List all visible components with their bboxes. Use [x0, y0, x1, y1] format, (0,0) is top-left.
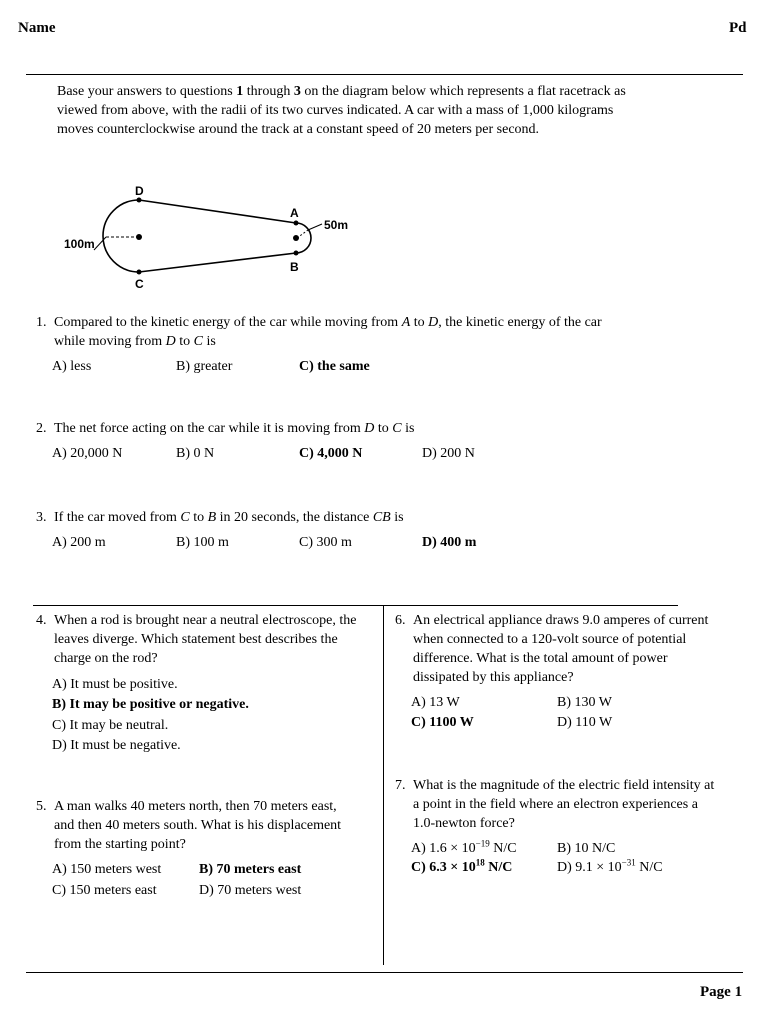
q7-prompt: What is the magnitude of the electric field intensity at a point in the field where an electron experiences a 1.0-newton force?: [413, 778, 715, 831]
question-7: [395, 776, 740, 881]
q2-number: 2.: [36, 421, 47, 436]
q4-option-d[interactable]: D) It must be negative.: [52, 738, 181, 753]
q7-option-a[interactable]: A) $1.6 \times 10^{-19}$ N/C: [411, 838, 517, 856]
q7-option-c-answer[interactable]: C) $6.3 \times 10^{18}$ N/C: [411, 857, 513, 875]
intro-line-3: moves counterclockwise around the track at a constant speed of 20 meters per second.: [57, 122, 540, 137]
q1-option-b[interactable]: B) greater: [176, 359, 233, 374]
q6-option-d[interactable]: D) 110 W: [557, 715, 613, 730]
q1-prompt: Compared to the kinetic energy of the car while moving from A to D, the kinetic energy of the car while moving from D to C is: [54, 315, 602, 349]
diagram-label-b: B: [290, 260, 299, 274]
q6-option-b[interactable]: B) 130 W: [557, 695, 612, 710]
point-d: [137, 198, 142, 203]
diagram-label-a: A: [290, 206, 299, 220]
q3-option-b[interactable]: B) 100 m: [176, 535, 229, 550]
column-separator: [383, 605, 384, 965]
point-b: [294, 251, 299, 256]
q3-option-c[interactable]: C) 300 m: [299, 535, 352, 550]
q7-number: 7.: [395, 778, 406, 793]
q6-prompt: An electrical appliance draws 9.0 amperes of current when connected to a 120-volt source of potential difference. What is the total amount of power dissipated by this appliance?: [413, 613, 709, 685]
intro-num-start: 1: [236, 84, 244, 99]
q4-option-c[interactable]: C) It may be neutral.: [52, 718, 169, 733]
q5-option-b-answer[interactable]: B) 70 meters east: [199, 862, 302, 877]
q3-prompt: If the car moved from C to B in 20 seconds, the distance CB is: [54, 510, 404, 525]
q7-option-b[interactable]: B) 10 N/C: [557, 841, 616, 856]
q2-option-c-answer[interactable]: C) 4,000 N: [299, 446, 363, 461]
q4-prompt: When a rod is brought near a neutral electroscope, the leaves diverge. Which statement best describes the charge on the rod?: [54, 613, 357, 666]
question-2: [36, 419, 716, 469]
racetrack-outline: [103, 200, 311, 272]
diagram-label-c: C: [135, 277, 144, 291]
point-c: [137, 270, 142, 275]
small-curve-center: [293, 235, 299, 241]
q5-number: 5.: [36, 799, 47, 814]
q5-option-a[interactable]: A) 150 meters west: [52, 862, 162, 877]
q6-option-c-answer[interactable]: C) 1100 W: [411, 715, 474, 730]
intro-paragraph: [57, 82, 717, 139]
diagram-label-100m: 100m: [64, 237, 95, 251]
question-5: [36, 797, 381, 902]
intro-line-2: viewed from above, with the radii of its two curves indicated. A car with a mass of 1,000 kilograms: [57, 103, 614, 118]
q2-option-b[interactable]: B) 0 N: [176, 446, 215, 461]
page-number: Page 1: [700, 984, 743, 1000]
q5-prompt: A man walks 40 meters north, then 70 meters east, and then 40 meters south. What is his displacement from the starting point?: [54, 799, 342, 852]
q7-option-d[interactable]: D) $9.1 \times 10^{-31}$ N/C: [557, 857, 663, 875]
q5-option-d[interactable]: D) 70 meters west: [199, 883, 302, 898]
q2-prompt: The net force acting on the car while it is moving from D to C is: [54, 421, 415, 436]
diagram-label-d: D: [135, 184, 144, 198]
top-divider: [26, 74, 743, 75]
question-4: [36, 611, 381, 756]
q3-number: 3.: [36, 510, 47, 525]
q6-option-a[interactable]: A) 13 W: [411, 695, 460, 710]
q1-number: 1.: [36, 315, 47, 330]
q6-number: 6.: [395, 613, 406, 628]
q3-option-d-answer[interactable]: D) 400 m: [422, 535, 477, 550]
diagram-label-50m: 50m: [324, 218, 349, 232]
q1-option-a[interactable]: A) less: [52, 359, 92, 374]
racetrack-diagram: [56, 178, 376, 298]
intro-num-end: 3: [293, 84, 301, 99]
question-6: [395, 611, 740, 736]
q2-option-d[interactable]: D) 200 N: [422, 446, 475, 461]
section-divider: [33, 605, 678, 606]
name-label: Name: [18, 20, 56, 36]
q5-option-c[interactable]: C) 150 meters east: [52, 883, 157, 898]
question-3: [36, 508, 716, 558]
q4-option-a[interactable]: A) It must be positive.: [52, 677, 178, 692]
period-label: Pd: [729, 20, 747, 36]
q1-option-c-answer[interactable]: C) the same: [299, 359, 370, 374]
point-a: [294, 221, 299, 226]
q2-option-a[interactable]: A) 20,000 N: [52, 446, 123, 461]
bottom-divider: [26, 972, 743, 973]
radius-50m-leader: [308, 224, 322, 230]
q4-option-b-answer[interactable]: B) It may be positive or negative.: [52, 697, 249, 712]
q3-option-a[interactable]: A) 200 m: [52, 535, 106, 550]
question-1: [36, 313, 716, 383]
intro-line-1: Base your answers to questions 1 through 3 on the diagram below which represents a flat racetrack as: [57, 84, 626, 99]
q4-number: 4.: [36, 613, 47, 628]
